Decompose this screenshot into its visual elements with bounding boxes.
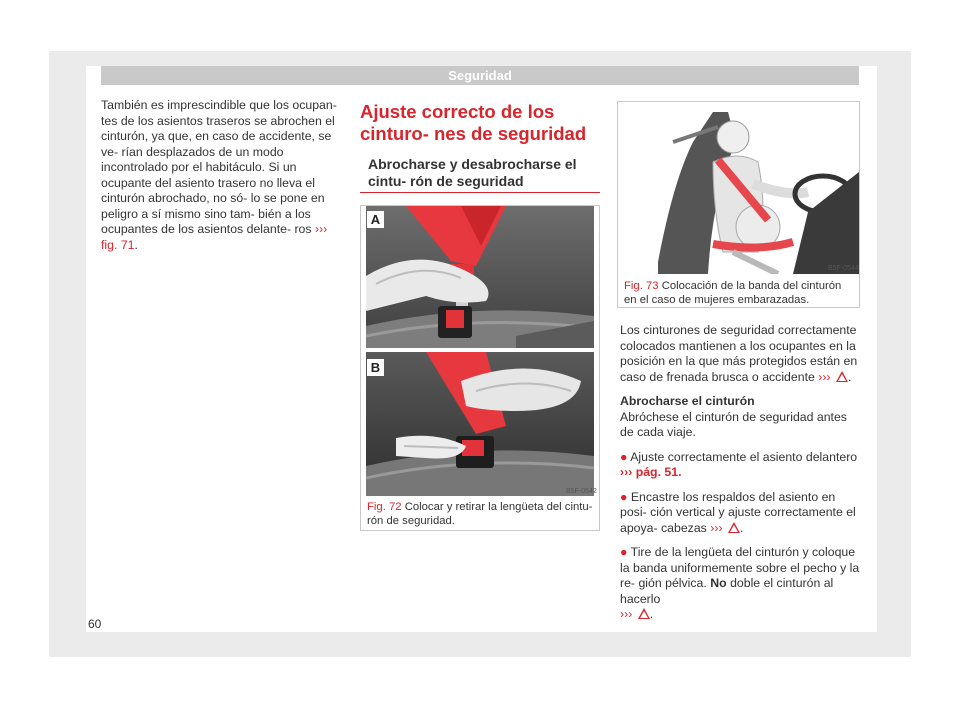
right-column-text <box>620 323 860 632</box>
ref-period: . <box>134 237 138 252</box>
page-number: 60 <box>88 617 102 631</box>
warning-ref-arrow[interactable]: ››› <box>818 369 831 384</box>
figure-72-caption <box>367 501 595 528</box>
warning-icon <box>638 608 650 619</box>
figure-73-caption <box>624 280 856 307</box>
heading-rule <box>360 192 600 193</box>
intro-text: Los cinturones de seguridad correctamente colocados mantienen a los ocupantes en la posición en la que más protegidos están en caso de frenada brusca o accidente <box>620 323 858 384</box>
caption-number: Fig. 72 <box>367 501 402 513</box>
figure-73 <box>617 101 860 308</box>
left-paragraph: También es imprescindible que los ocupan- tes de los asientos traseros se abrochen el cinturón, ya que, en caso de accidente, se ve- rían desplazados de un modo incontrolado por el habitáculo. Si un ocupante del asiento trasero no lleva el cinturón abrochado, no só- lo se pone en peligro a sí mismo sino tam- bién a los ocupantes de los asientos delante- ros <box>101 98 337 236</box>
page-51-link[interactable]: ››› pág. 51. <box>620 465 682 479</box>
caption-text: Colocación de la banda del cinturón en el caso de mujeres embarazadas. <box>624 280 842 306</box>
bullet-3-bold: No <box>710 576 727 590</box>
sub-heading-abrocharse: Abrocharse el cinturón <box>620 394 755 408</box>
warning-icon <box>836 371 848 382</box>
pregnant-woman-seatbelt-illustration <box>618 102 859 274</box>
bullet-icon: ● <box>620 489 628 504</box>
warning-ref-arrow[interactable]: ››› <box>620 607 633 621</box>
figure-72 <box>360 205 600 531</box>
panel-a-label: A <box>367 211 384 228</box>
fig-71-link[interactable]: fig. 71 <box>101 237 135 252</box>
bullet-3-text-b: doble el cinturón al hacerlo <box>620 576 834 606</box>
bullet-icon: ● <box>620 449 628 464</box>
warning-ref-arrow[interactable]: ››› <box>710 520 723 535</box>
intro-paragraph: Los cinturones de seguridad correctamente colocados mantienen a los ocupantes en la posición en la que más protegidos están en caso de frenada brusca o accidente ››› . <box>620 323 858 384</box>
sub-text: Abróchese el cinturón de seguridad antes de cada viaje. <box>620 409 847 439</box>
caption-text: Colocar y retirar la lengüeta del cintu- rón de seguridad. <box>367 501 593 527</box>
caption-number: Fig. 73 <box>624 280 659 292</box>
bullet-2-text: Encastre los respaldos del asiento en posi- ción vertical y ajuste correctamente el apoya- cabezas <box>620 489 856 535</box>
main-heading: Ajuste correcto de los cinturo- nes de seguridad <box>360 101 587 144</box>
figure-code: B5F-0542 <box>566 488 597 495</box>
bullet-icon: ● <box>620 545 628 559</box>
fig-ref-arrow: ››› <box>314 222 328 236</box>
sub-heading: Abrocharse y desabrocharse el cintu- rón de seguridad <box>368 156 577 189</box>
bullet-2: ● Encastre los respaldos del asiento en posi- ción vertical y ajuste correctamente el apoya- cabezas ››› . <box>620 489 856 535</box>
warning-icon <box>728 522 740 533</box>
figure-code: B5F-0544 <box>828 265 859 272</box>
bullet-1-text: Ajuste correctamente el asiento delantero <box>630 449 858 464</box>
bullet-3: ● Tire de la lengüeta del cinturón y coloque la banda uniformemente sobre el pecho y la re- gión pélvica. No doble el cinturón al hacerlo ››› . <box>620 545 860 621</box>
left-column-text <box>101 98 345 253</box>
bullet-1 <box>620 450 860 481</box>
section-header: Seguridad <box>101 66 859 85</box>
seatbelt-buckle-illustration <box>366 206 594 496</box>
panel-b-label: B <box>367 359 384 376</box>
bullet-3-text-a: Tire de la lengüeta del cinturón y coloque la banda uniformemente sobre el pecho y la re- gión pélvica. <box>620 545 860 590</box>
